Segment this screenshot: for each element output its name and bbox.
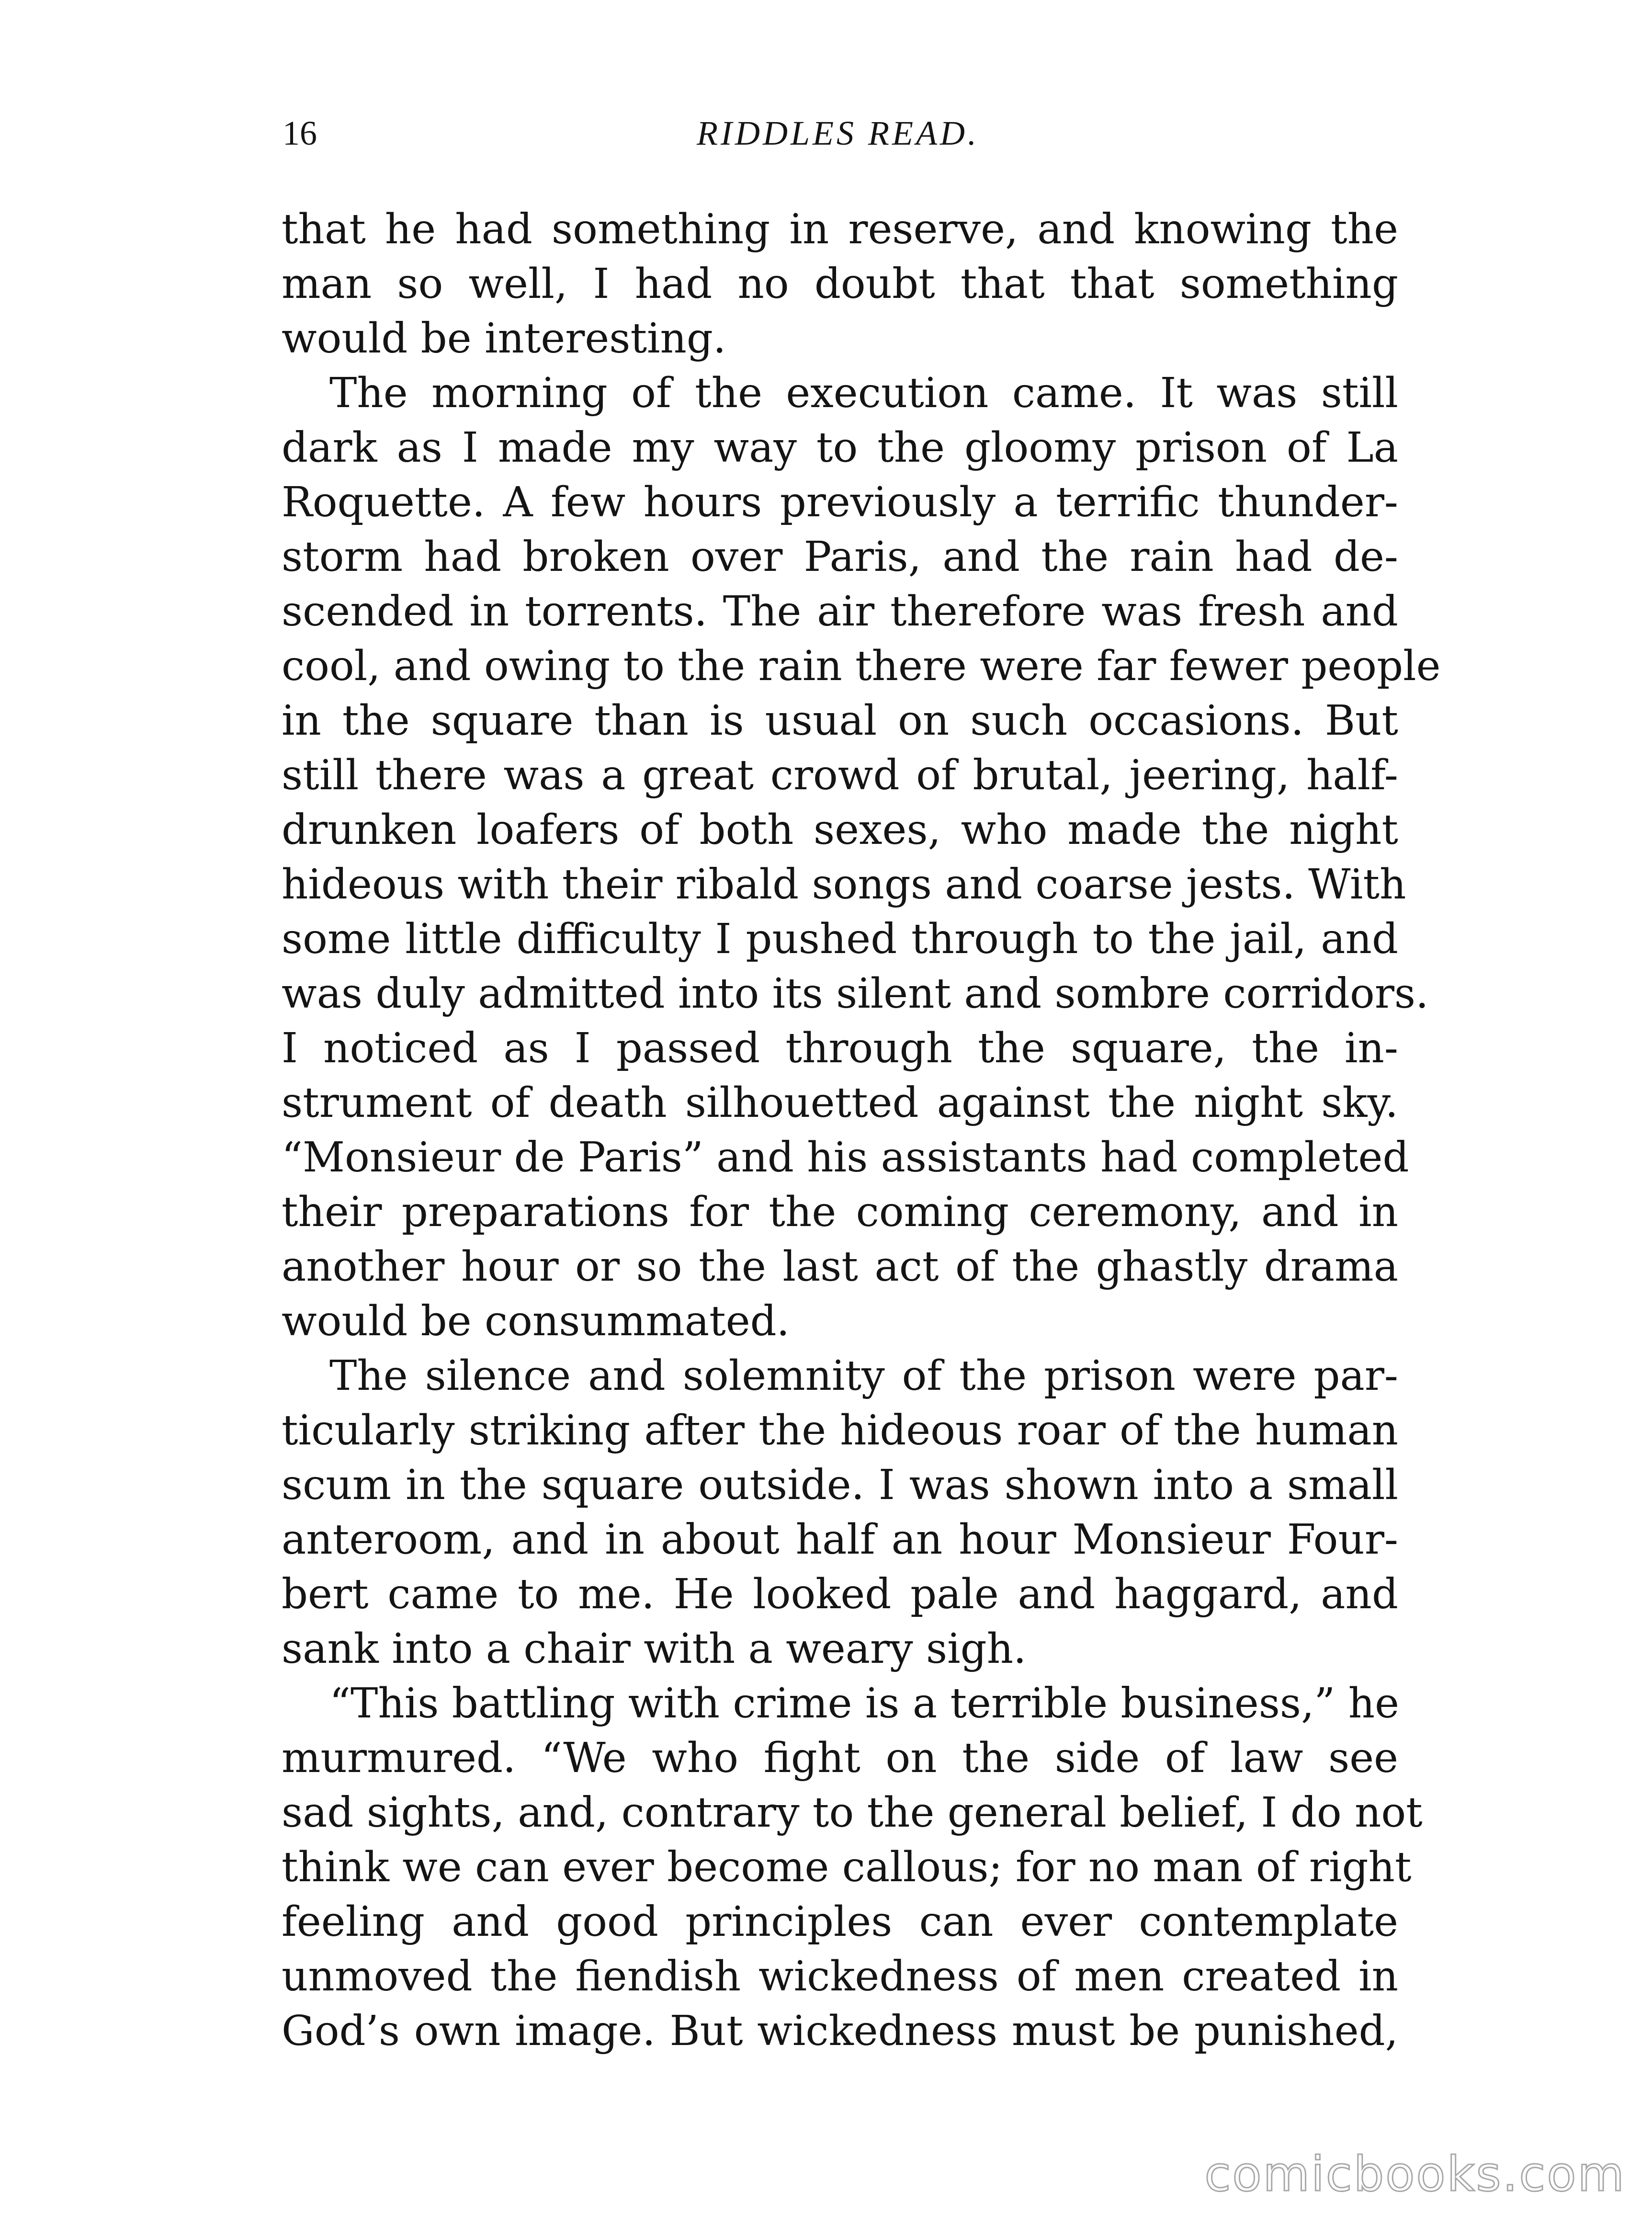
- running-head: RIDDLES READ.: [697, 114, 979, 152]
- text-line: I noticed as I passed through the square, the in-: [282, 1024, 1398, 1072]
- text-line: strument of death silhouetted against the night sky.: [282, 1079, 1398, 1127]
- text-line: another hour or so the last act of the ghastly drama: [282, 1243, 1398, 1291]
- text-line: would be interesting.: [282, 315, 726, 363]
- text-line: in the square than is usual on such occasions. But: [282, 697, 1398, 745]
- text-line: The silence and solemnity of the prison were par-: [329, 1352, 1398, 1400]
- text-line: some little difficulty I pushed through to the jail, and: [282, 915, 1398, 963]
- text-line: Roquette. A few hours previously a terrific thunder-: [282, 478, 1398, 526]
- text-line: murmured. “We who fight on the side of law see: [282, 1734, 1398, 1782]
- watermark-logo: comicbooks.com: [1204, 2146, 1626, 2202]
- text-line: storm had broken over Paris, and the rain had de-: [282, 533, 1398, 581]
- text-line: unmoved the fiendish wickedness of men created in: [282, 1953, 1398, 2000]
- text-line: The morning of the execution came. It was still: [329, 369, 1398, 417]
- text-line: would be consummated.: [282, 1297, 790, 1345]
- text-line: sad sights, and, contrary to the general belief, I do not: [282, 1789, 1423, 1837]
- text-line: drunken loafers of both sexes, who made the night: [282, 806, 1398, 854]
- text-line: “This battling with crime is a terrible business,” he: [329, 1680, 1399, 1727]
- text-line: God’s own image. But wickedness must be punished,: [282, 2007, 1398, 2055]
- text-line: scum in the square outside. I was shown into a small: [282, 1461, 1398, 1509]
- text-line: dark as I made my way to the gloomy prison of La: [282, 424, 1398, 472]
- text-line: cool, and owing to the rain there were far fewer people: [282, 642, 1441, 690]
- text-line: anteroom, and in about half an hour Monsieur Four-: [282, 1516, 1398, 1564]
- text-line: their preparations for the coming ceremony, and in: [282, 1188, 1398, 1236]
- text-line: bert came to me. He looked pale and haggard, and: [282, 1570, 1398, 1618]
- text-line: sank into a chair with a weary sigh.: [282, 1625, 1027, 1673]
- text-line: that he had something in reserve, and knowing the: [282, 205, 1398, 253]
- text-line: feeling and good principles can ever contemplate: [282, 1898, 1398, 1946]
- body-text: [282, 202, 1441, 2058]
- page-number: 16: [283, 114, 317, 152]
- text-line: hideous with their ribald songs and coarse jests. With: [282, 861, 1406, 909]
- text-line: was duly admitted into its silent and sombre corridors.: [282, 970, 1429, 1018]
- text-line: still there was a great crowd of brutal, jeering, half-: [282, 751, 1398, 799]
- page-header: [283, 109, 1393, 157]
- text-line: scended in torrents. The air therefore was fresh and: [282, 588, 1398, 636]
- text-line: “Monsieur de Paris” and his assistants had completed: [282, 1134, 1409, 1182]
- text-line: think we can ever become callous; for no man of right: [282, 1843, 1412, 1891]
- text-line: man so well, I had no doubt that that something: [282, 260, 1398, 308]
- text-line: ticularly striking after the hideous roar of the human: [282, 1407, 1398, 1454]
